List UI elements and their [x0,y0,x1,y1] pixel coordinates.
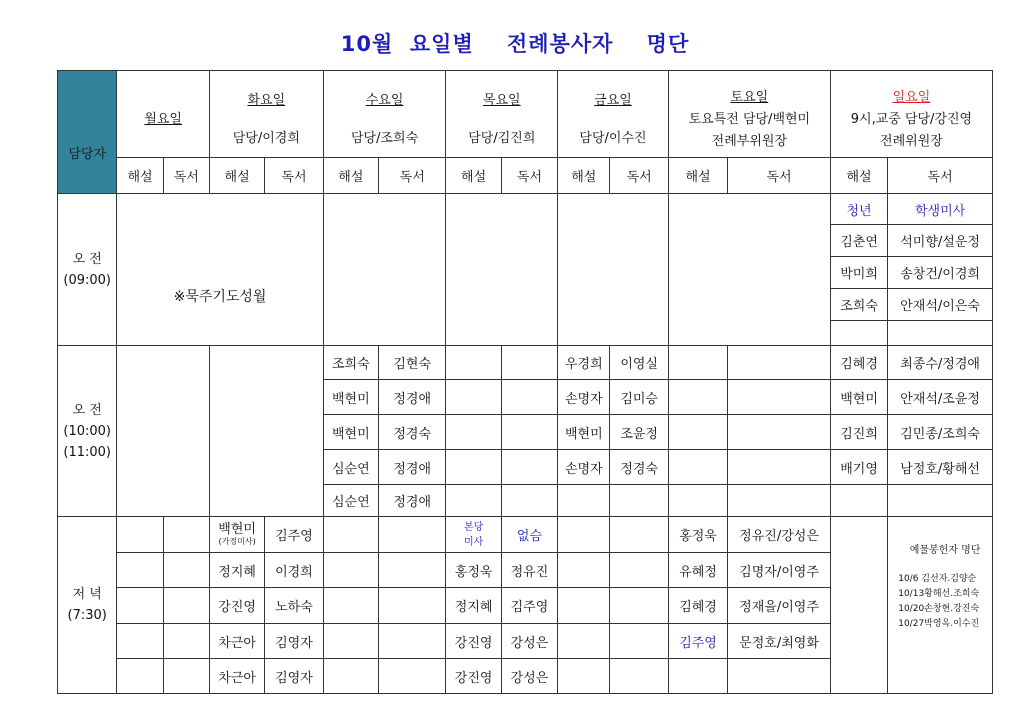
empty-cell [117,553,163,588]
table-cell: 문정호/최영화 [728,624,831,659]
empty-cell [323,517,378,553]
table-cell: 심순연 [323,485,378,517]
empty-cell [558,588,610,624]
empty-cell [446,194,558,346]
table-cell: 독서 [379,158,446,194]
table-cell: 김미승 [610,380,668,415]
empty-cell [117,659,163,694]
empty-cell [728,346,831,380]
day-header-fri: 금요일 담당/이수진 [558,71,669,158]
table-cell: 김혜경 [830,346,887,380]
table-cell: 해설 [668,158,727,194]
table-cell: 손명자 [558,380,610,415]
day-header-wed: 수요일 담당/조희숙 [323,71,446,158]
empty-cell [610,553,668,588]
empty-cell [888,485,993,517]
empty-cell [163,517,209,553]
empty-cell [446,415,501,450]
empty-cell [446,346,501,380]
table-cell: 해설 [446,158,501,194]
table-cell: 이영실 [610,346,668,380]
table-cell: 유혜정 [668,553,727,588]
slot-label-0900: 오 전 (09:00) [58,194,117,346]
table-cell: 정경애 [379,450,446,485]
empty-cell [558,553,610,588]
table-cell: 홍정욱 [446,553,501,588]
table-cell: 김주영 [265,517,323,553]
table-cell: 백현미 [323,415,378,450]
empty-cell [888,321,993,346]
table-cell: 강진영 [446,624,501,659]
sun-0900-youth: 청년 [830,194,887,225]
table-cell: 김주영 [668,624,727,659]
empty-cell [668,380,727,415]
table-cell: 독서 [610,158,668,194]
empty-cell [209,346,323,517]
table-cell: 송창건/이경희 [888,257,993,289]
wed-1000-commentary: 조희숙 [323,346,378,380]
table-cell: 조윤정 [610,415,668,450]
table-cell: 정경애 [379,485,446,517]
day-name: 월요일 [144,112,182,127]
empty-cell [163,588,209,624]
empty-cell [323,659,378,694]
empty-cell [117,588,163,624]
empty-cell [558,485,610,517]
empty-cell [668,485,727,517]
table-cell: 해설 [558,158,610,194]
offering-note: 예물봉헌자 명단 10/6 김선자.김양순 10/13황해선.조희숙 10/20손창현.강진숙 10/27박영옥.이수진 [888,517,993,694]
empty-cell [728,450,831,485]
slot-label-1000-1100: 오 전 (10:00) (11:00) [58,346,117,517]
table-cell: 차근아 [209,659,264,694]
table-cell: 안재석/조윤정 [888,380,993,415]
empty-cell [728,380,831,415]
empty-cell [728,659,831,694]
empty-cell [558,659,610,694]
table-cell: 우경희 [558,346,610,380]
empty-cell [379,588,446,624]
empty-cell [501,346,557,380]
table-cell: 백현미 [323,380,378,415]
table-cell: 남정호/황해선 [888,450,993,485]
empty-cell [668,194,830,346]
table-cell: 해설 [117,158,163,194]
thu-evening-parish-mass: 본당 미사 [446,517,501,553]
empty-cell [117,346,210,517]
table-cell: 석미향/설운정 [888,225,993,257]
empty-cell [163,659,209,694]
table-cell: 정재을/이영주 [728,588,831,624]
table-cell: 정경애 [379,380,446,415]
table-cell: 배기영 [830,450,887,485]
page-title: 10월 요일별 전례봉사자 명단 [340,32,690,56]
empty-cell [323,194,446,346]
empty-cell [501,450,557,485]
empty-cell [610,659,668,694]
tue-evening-commentary: 백현미 (가정미사) [209,517,264,553]
table-cell: 손명자 [558,450,610,485]
table-cell: 강성은 [501,659,557,694]
table-cell: 홍정욱 [668,517,727,553]
empty-cell [446,450,501,485]
empty-cell [830,485,887,517]
table-cell: 백현미 [558,415,610,450]
empty-cell [830,517,887,694]
table-cell: 안재석/이은숙 [888,289,993,321]
table-cell: 백현미 [830,380,887,415]
table-cell: 심순연 [323,450,378,485]
empty-cell [668,450,727,485]
empty-cell [830,321,887,346]
table-cell: 독서 [888,158,993,194]
empty-cell [728,415,831,450]
empty-cell [117,624,163,659]
table-cell: 이경희 [265,553,323,588]
empty-cell [446,380,501,415]
empty-cell [163,553,209,588]
table-cell: 김영자 [265,624,323,659]
empty-cell [379,659,446,694]
table-cell: 독서 [163,158,209,194]
table-cell: 정경숙 [610,450,668,485]
table-cell: 강진영 [446,659,501,694]
table-cell: 정지혜 [209,553,264,588]
table-cell: 해설 [830,158,887,194]
manager-header: 담당자 [58,71,117,194]
table-cell: 김명자/이영주 [728,553,831,588]
empty-cell [323,588,378,624]
empty-cell [501,380,557,415]
empty-cell [323,624,378,659]
empty-cell [501,415,557,450]
empty-cell [610,624,668,659]
empty-cell [668,415,727,450]
empty-cell [558,194,669,346]
day-header-mon [117,71,210,158]
table-cell: 없슴 [501,517,557,553]
table-cell: 차근아 [209,624,264,659]
table-cell: 해설 [323,158,378,194]
day-header-thu: 목요일 담당/김진희 [446,71,558,158]
table-cell: 김주영 [501,588,557,624]
empty-cell [117,517,163,553]
role-header-row [58,158,993,194]
table-cell: 김혜경 [668,588,727,624]
table-cell: 김진희 [830,415,887,450]
wed-1000-reading: 김현숙 [379,346,446,380]
table-cell: 강성은 [501,624,557,659]
empty-cell [379,624,446,659]
empty-cell [323,553,378,588]
table-cell: 김춘연 [830,225,887,257]
empty-cell [446,485,501,517]
table-cell: 정유진 [501,553,557,588]
volunteer-roster-table [57,70,993,694]
table-cell: 강진영 [209,588,264,624]
empty-cell [163,624,209,659]
day-header-sun: 일요일 9시,교중 담당/강진영 전례위원장 [830,71,992,158]
table-cell: 박미희 [830,257,887,289]
table-cell: 독서 [501,158,557,194]
empty-cell [558,517,610,553]
table-cell: 노하숙 [265,588,323,624]
table-cell: 조희숙 [830,289,887,321]
table-cell: 김민종/조희숙 [888,415,993,450]
empty-cell [610,485,668,517]
empty-cell [379,553,446,588]
table-cell: 독서 [265,158,323,194]
slot-label-evening: 저 녁 (7:30) [58,517,117,694]
table-cell: 해설 [209,158,264,194]
table-cell: 김영자 [265,659,323,694]
day-header-tue: 화요일 담당/이경희 [209,71,323,158]
table-cell: 정경숙 [379,415,446,450]
table-cell: 최종수/정경애 [888,346,993,380]
sun-0900-student-mass: 학생미사 [888,194,993,225]
empty-cell [610,517,668,553]
empty-cell [668,346,727,380]
rosary-month-note: ※묵주기도성월 [117,194,323,346]
empty-cell [558,624,610,659]
empty-cell [379,517,446,553]
empty-cell [610,588,668,624]
day-header-sat: 토요일 토요특전 담당/백현미 전례부위원장 [668,71,830,158]
empty-cell [501,485,557,517]
empty-cell [728,485,831,517]
empty-cell [668,659,727,694]
table-cell: 독서 [728,158,831,194]
table-cell: 정유진/강성은 [728,517,831,553]
table-cell: 정지혜 [446,588,501,624]
